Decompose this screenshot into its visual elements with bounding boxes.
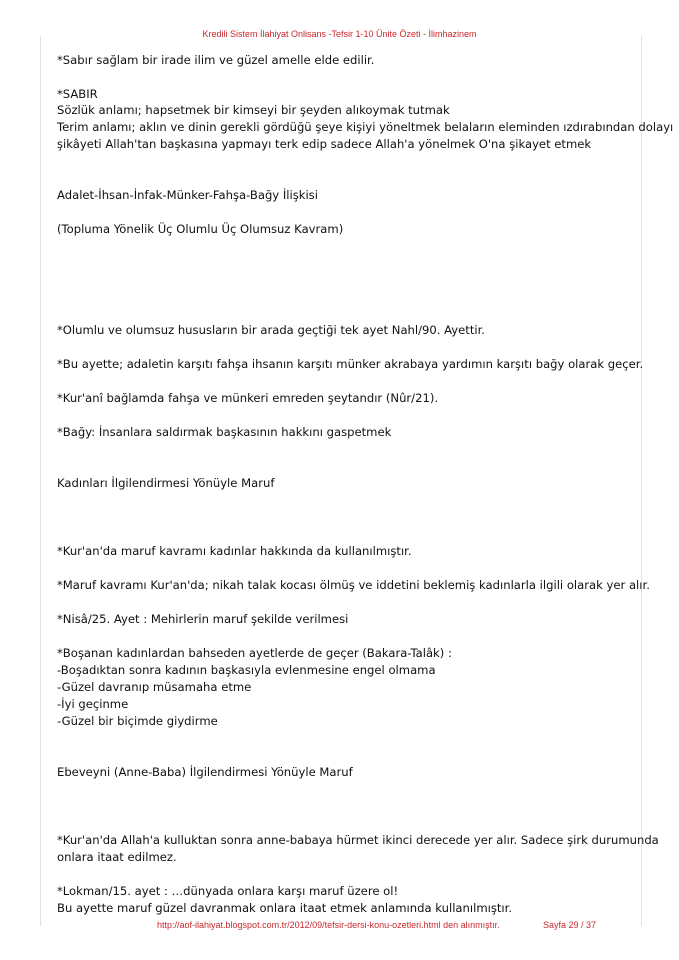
body-line: *Lokman/15. ayet : …dünyada onlara karşı maruf üzere ol! — [57, 884, 399, 898]
body-line: *Sabır sağlam bir irade ilim ve güzel amelle elde edilir. — [57, 53, 375, 67]
right-margin-line — [641, 36, 642, 926]
body-line: *Kur'anî bağlamda fahşa ve münkeri emreden şeytandır (Nûr/21). — [57, 391, 439, 405]
body-line: Bu ayette maruf güzel davranmak onlara itaat etmek anlamında kullanılmıştır. — [57, 901, 513, 915]
body-line: (Topluma Yönelik Üç Olumlu Üç Olumsuz Kavram) — [57, 222, 344, 236]
body-line: onlara itaat edilmez. — [57, 850, 177, 864]
list-item: -Güzel davranıp müsamaha etme — [57, 680, 252, 694]
body-line: *SABIR — [57, 87, 98, 101]
body-line: Terim anlamı; aklın ve dinin gerekli gördüğü şeye kişiyi yöneltmek belaların eleminden ızdırabından dolayı — [57, 120, 674, 134]
body-line: şikâyeti Allah'tan başkasına yapmayı terk edip sadece Allah'a yönelmek O'na şikayet etmek — [57, 137, 592, 151]
footer-page-number: Sayfa 29 / 37 — [543, 920, 597, 930]
left-margin-line — [40, 36, 41, 926]
body-line: *Olumlu ve olumsuz hususların bir arada geçtiği tek ayet Nahl/90. Ayettir. — [57, 323, 485, 337]
footer-source-link[interactable]: http://aof-ilahiyat.blogspot.com.tr/2012/09/tefsir-dersi-konu-ozetleri.html den alınmıştır. — [157, 920, 500, 930]
list-item: -Güzel bir biçimde giydirme — [57, 714, 218, 728]
section-heading: Adalet-İhsan-İnfak-Münker-Fahşa-Bağy İlişkisi — [57, 188, 318, 202]
body-line: *Boşanan kadınlardan bahseden ayetlerde de geçer (Bakara-Talâk) : — [57, 646, 452, 660]
body-line: *Bu ayette; adaletin karşıtı fahşa ihsanın karşıtı münker akrabaya yardımın karşıtı bağy olarak geçer. — [57, 357, 644, 371]
list-item: -İyi geçinme — [57, 697, 129, 711]
body-line: *Kur'an'da maruf kavramı kadınlar hakkında da kullanılmıştır. — [57, 544, 412, 558]
body-line: *Maruf kavramı Kur'an'da; nikah talak kocası ölmüş ve iddetini beklemiş kadınlarla ilgili olarak yer alır. — [57, 578, 650, 592]
section-heading: Ebeveyni (Anne-Baba) İlgilendirmesi Yönüyle Maruf — [57, 765, 353, 779]
body-line: *Kur'an'da Allah'a kulluktan sonra anne-babaya hürmet ikinci derecede yer alır. Sadece şirk durumunda — [57, 833, 659, 847]
section-heading: Kadınları İlgilendirmesi Yönüyle Maruf — [57, 476, 275, 490]
body-line: *Bağy: İnsanlara saldırmak başkasının hakkını gaspetmek — [57, 425, 392, 439]
page-header: Kredili Sistem İlahiyat Onlisans -Tefsir 1-10 Ünite Özeti - İlimhazinem — [202, 29, 477, 39]
body-line: Sözlük anlamı; hapsetmek bir kimseyi bir şeyden alıkoymak tutmak — [57, 103, 450, 117]
body-line: *Nisâ/25. Ayet : Mehirlerin maruf şekilde verilmesi — [57, 612, 349, 626]
list-item: -Boşadıktan sonra kadının başkasıyla evlenmesine engel olmama — [57, 663, 436, 677]
